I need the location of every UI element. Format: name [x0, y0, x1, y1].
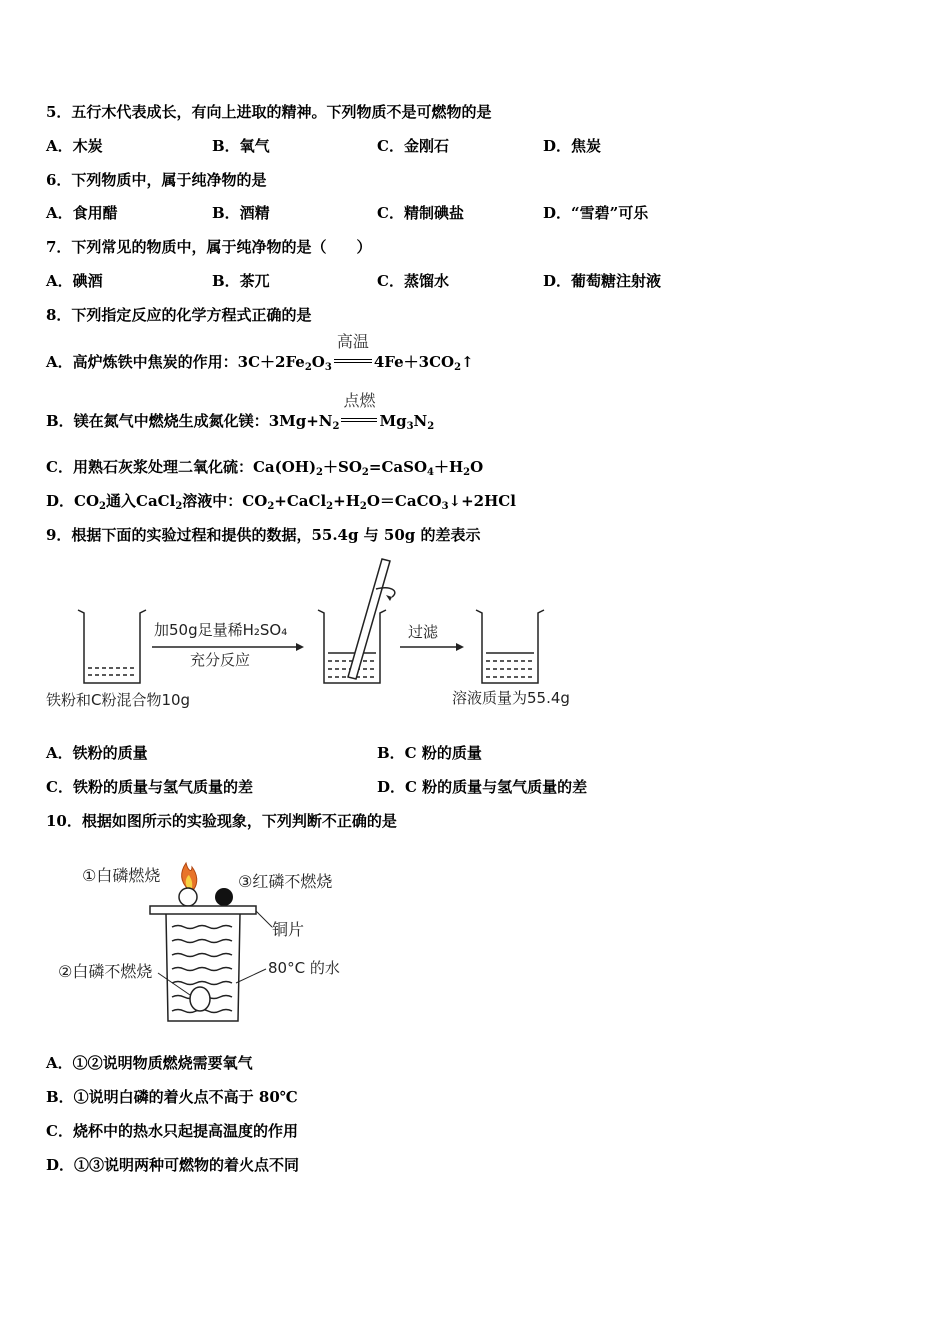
label-white-phosphorus-underwater: ②白磷不燃烧 [58, 962, 153, 981]
q5-option-a[interactable]: A．木炭 [46, 137, 103, 155]
q8-option-a[interactable]: A．高炉炼铁中焦炭的作用：$3C+2Fe_2O_3$ 高温 $4Fe+3CO_2↑$ [46, 332, 474, 373]
q10-option-a[interactable]: A．①②说明物质燃烧需要氧气 [46, 1054, 253, 1072]
q5-option-d[interactable]: D．焦炭 [543, 137, 602, 155]
q8-d-mid2: 溶液中： [182, 492, 243, 510]
beaker-3 [476, 610, 544, 683]
q8-c-prefix: C．用熟石灰浆处理二氧化硫： [46, 458, 253, 476]
q5-stem: 5．五行木代表成长，有向上进取的精神。下列物质不是可燃物的是 [46, 103, 492, 121]
arrow-1 [152, 643, 304, 651]
right-caption: 溶液质量为55.4g [452, 689, 570, 707]
q9-option-c[interactable]: C．铁粉的质量与氢气质量的差 [46, 778, 253, 796]
label-hot-water: 80°C 的水 [268, 959, 340, 977]
q6-option-b[interactable]: B．酒精 [212, 204, 270, 222]
q10-option-b[interactable]: B．①说明白磷的着火点不高于 80℃ [46, 1088, 298, 1106]
copper-sheet [150, 906, 256, 914]
q9-option-a[interactable]: A．铁粉的质量 [46, 744, 148, 762]
q6-stem: 6．下列物质中，属于纯净物的是 [46, 171, 267, 189]
q6-option-d[interactable]: D．“雪碧”可乐 [543, 204, 649, 222]
label-white-phosphorus-burning: ①白磷燃烧 [82, 866, 161, 885]
q7-option-a[interactable]: A．碘酒 [46, 272, 103, 290]
q9-stem: 9．根据下面的实验过程和提供的数据，55.4g 与 50g 的差表示 [46, 526, 481, 544]
q5-option-c[interactable]: C．金刚石 [377, 137, 449, 155]
q9-option-d[interactable]: D．C 粉的质量与氢气质量的差 [377, 778, 588, 796]
q7-option-d[interactable]: D．葡萄糖注射液 [543, 272, 662, 290]
flame-icon [182, 863, 197, 889]
q8-a-prefix: A．高炉炼铁中焦炭的作用： [46, 353, 238, 371]
q10-option-c[interactable]: C．烧杯中的热水只起提高温度的作用 [46, 1122, 298, 1140]
q8-d-mid: 通入 [106, 492, 137, 510]
q7-option-c[interactable]: C．蒸馏水 [377, 272, 449, 290]
q8-option-c[interactable]: C．用熟石灰浆处理二氧化硫：$Ca(OH)_2+SO_2=CaSO_4+H_2O$ [46, 458, 484, 478]
white-phosphorus-top [179, 888, 197, 906]
q8-d-prefix: D． [46, 492, 75, 510]
q6-option-c[interactable]: C．精制碘盐 [377, 204, 464, 222]
label-copper-sheet: 铜片 [272, 920, 305, 939]
q10-option-d[interactable]: D．①③说明两种可燃物的着火点不同 [46, 1156, 300, 1174]
step1-top-label: 加50g足量稀H₂SO₄ [154, 621, 288, 639]
white-phosphorus-underwater [190, 987, 210, 1011]
q8-b-prefix: B．镁在氮气中燃烧生成氮化镁： [46, 412, 269, 430]
step2-label: 过滤 [408, 623, 439, 641]
label-red-phosphorus: ③红磷不燃烧 [238, 872, 333, 891]
q7-option-b[interactable]: B．茶兀 [212, 272, 270, 290]
q7-stem: 7．下列常见的物质中，属于纯净物的是（ ） [46, 238, 372, 256]
q8-option-d[interactable]: D．$CO_2$通入CaCl$_2$溶液中：$CO_2+CaCl_2+H_2O=CaCO_3↓+2HCl$ [46, 492, 516, 512]
q8-b-condition: 点燃 [341, 411, 377, 431]
q9-experiment-figure [40, 555, 600, 715]
q9-option-b[interactable]: B．C 粉的质量 [377, 744, 482, 762]
q6-option-a[interactable]: A．食用醋 [46, 204, 118, 222]
beaker-1 [78, 610, 146, 683]
q10-experiment-figure [50, 845, 360, 1030]
q8-option-b[interactable]: B．镁在氮气中燃烧生成氮化镁：$3Mg+N_2$ 点燃 $Mg_3N_2$ [46, 391, 435, 432]
red-phosphorus [215, 888, 233, 906]
arrow-2 [400, 643, 464, 651]
step1-bottom-label: 充分反应 [190, 651, 251, 669]
q8-a-condition: 高温 [334, 352, 372, 372]
left-caption: 铁粉和C粉混合物10g [46, 691, 191, 709]
q10-stem: 10．根据如图所示的实验现象，下列判断不正确的是 [46, 812, 397, 830]
q8-stem: 8．下列指定反应的化学方程式正确的是 [46, 306, 312, 324]
q5-option-b[interactable]: B．氧气 [212, 137, 270, 155]
